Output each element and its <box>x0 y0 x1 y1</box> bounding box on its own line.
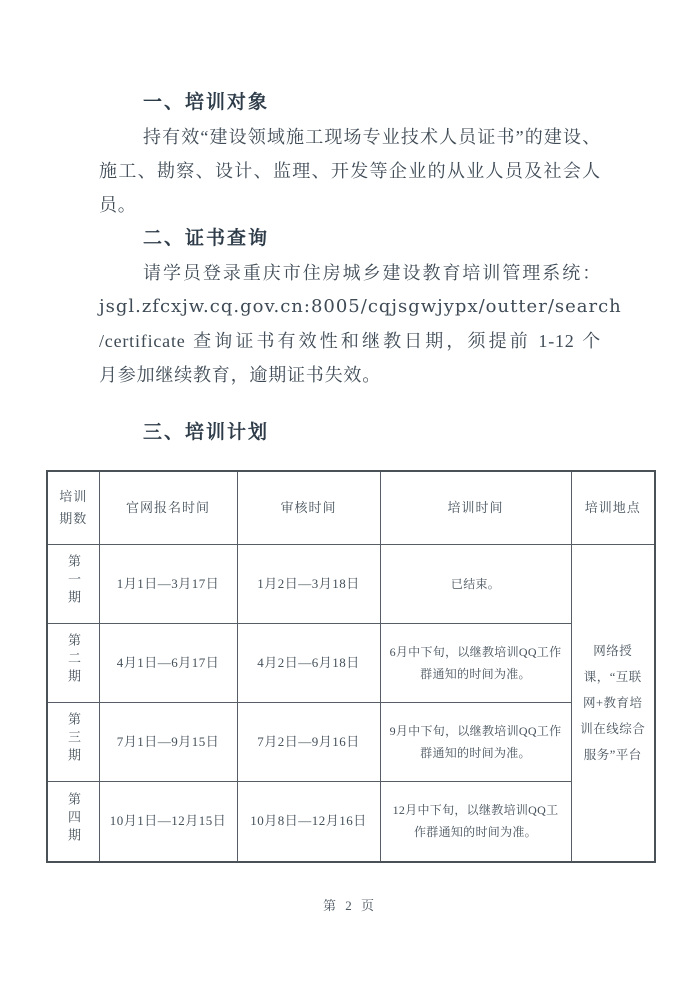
header-review-time: 审核时间 <box>237 471 380 544</box>
signup-time-cell: 10月1日—12月15日 <box>99 781 237 862</box>
period-label: 第四期 <box>66 791 82 846</box>
paragraph-line: 请学员登录重庆市住房城乡建设教育培训管理系统： <box>143 263 601 283</box>
page-number: 第 2 页 <box>322 898 377 913</box>
review-time-cell: 10月8日—12月16日 <box>237 781 380 862</box>
table-row <box>47 702 655 781</box>
training-location-cell: 网络授课，“互联网+教育培训在线综合服务”平台 <box>571 544 655 862</box>
header-signup-time: 官网报名时间 <box>99 471 237 544</box>
review-time-cell: 4月2日—6月18日 <box>237 623 380 702</box>
section-certificate-query <box>99 222 622 392</box>
period-label: 第三期 <box>66 712 82 766</box>
signup-time-cell: 4月1日—6月17日 <box>99 623 237 702</box>
signup-time-cell: 7月1日—9月15日 <box>99 702 237 781</box>
certificate-query-url: jsgl.zfcxjw.cq.gov.cn:8005/cqjsgwjypx/outter/search <box>99 296 622 317</box>
header-training-location: 培训地点 <box>571 471 655 544</box>
period-cell <box>47 702 99 781</box>
period-label: 第一期 <box>66 554 82 608</box>
signup-time-cell: 1月1日—3月17日 <box>99 544 237 623</box>
section-3-heading: 三、培训计划 <box>143 422 270 443</box>
training-time-cell: 已结束。 <box>380 544 571 623</box>
training-plan-table <box>46 470 656 863</box>
header-period: 培训期数 <box>47 471 99 544</box>
review-time-cell: 7月2日—9月16日 <box>237 702 380 781</box>
paragraph-line: 月参加继续教育，逾期证书失效。 <box>99 365 381 385</box>
paragraph-line: /certificate 查询证书有效性和继教日期，须提前 1-12 个 <box>99 331 601 351</box>
period-cell <box>47 781 99 862</box>
table-header-row <box>47 471 655 544</box>
section-training-plan <box>59 416 646 863</box>
section-2-heading: 二、证书查询 <box>143 228 270 249</box>
period-cell <box>47 623 99 702</box>
paragraph-line: 施工、勘察、设计、监理、开发等企业的从业人员及社会人 <box>99 161 601 181</box>
header-training-time: 培训时间 <box>380 471 571 544</box>
training-time-cell: 12月中下旬，以继教培训QQ工作群通知的时间为准。 <box>380 781 571 862</box>
table-row <box>47 781 655 862</box>
training-time-cell: 6月中下旬，以继教培训QQ工作群通知的时间为准。 <box>380 623 571 702</box>
period-cell <box>47 544 99 623</box>
document-content <box>59 86 646 914</box>
section-1-heading: 一、培训对象 <box>143 92 270 113</box>
section-training-targets <box>99 86 601 222</box>
paragraph-line: 持有效“建设领域施工现场专业技术人员证书”的建设、 <box>143 127 601 147</box>
table-row <box>47 544 655 623</box>
paragraph-line: 员。 <box>99 195 137 215</box>
table-row <box>47 623 655 702</box>
training-time-cell: 9月中下旬，以继教培训QQ工作群通知的时间为准。 <box>380 702 571 781</box>
period-label: 第二期 <box>66 633 82 687</box>
review-time-cell: 1月2日—3月18日 <box>237 544 380 623</box>
